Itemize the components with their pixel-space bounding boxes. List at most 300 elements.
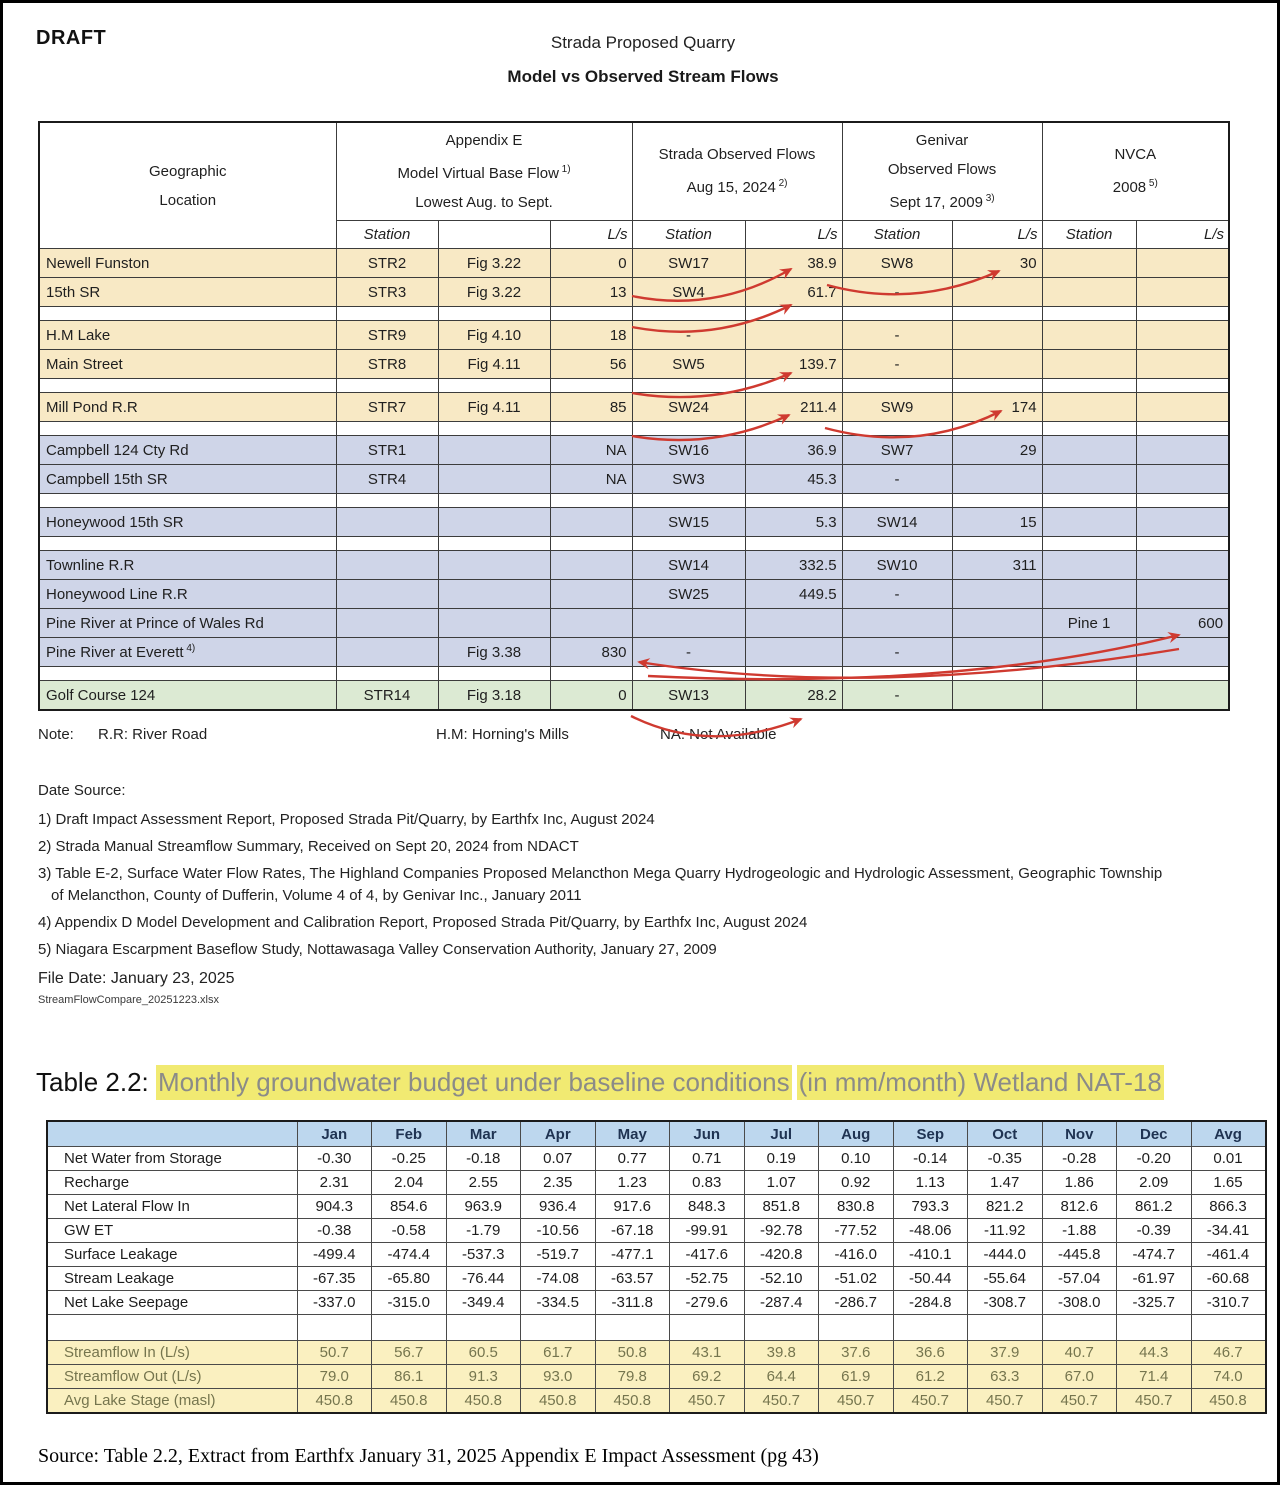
budget-cell: 793.3: [893, 1195, 968, 1219]
month-header-feb: Feb: [372, 1121, 447, 1147]
budget-row-label: Net Lake Seepage: [47, 1291, 297, 1315]
flow-row: [39, 638, 1229, 667]
flow-cell: 45.3: [745, 465, 842, 494]
budget-cell: -52.10: [744, 1267, 819, 1291]
source-line: 5) Niagara Escarpment Baseflow Study, Nottawasaga Valley Conservation Authority, January 27, 2009: [38, 941, 717, 958]
flow-row-location: Main Street: [39, 350, 336, 379]
budget-row: [47, 1171, 1266, 1195]
flow-cell: -: [842, 580, 952, 609]
budget-cell: -474.4: [372, 1243, 447, 1267]
budget-cell: 36.6: [893, 1341, 968, 1365]
budget-cell: -51.02: [819, 1267, 894, 1291]
flow-cell: [1136, 393, 1229, 422]
budget-cell: -55.64: [968, 1267, 1043, 1291]
flow-cell: 56: [550, 350, 632, 379]
flow-cell: 29: [952, 436, 1042, 465]
flow-cell: [1042, 638, 1136, 667]
budget-cell: -0.25: [372, 1147, 447, 1171]
geographic-location-header: Geographic Location: [39, 122, 336, 249]
budget-cell: 93.0: [521, 1365, 596, 1389]
flow-cell: -: [842, 278, 952, 307]
month-header-jul: Jul: [744, 1121, 819, 1147]
budget-cell: -77.52: [819, 1219, 894, 1243]
flow-cell: SW25: [632, 580, 745, 609]
table-2-2-highlight-2: (in mm/month) Wetland NAT-18: [797, 1065, 1164, 1100]
budget-cell: 0.01: [1191, 1147, 1266, 1171]
budget-cell: 854.6: [372, 1195, 447, 1219]
month-header-mar: Mar: [446, 1121, 521, 1147]
budget-cell: -537.3: [446, 1243, 521, 1267]
flow-cell: [952, 638, 1042, 667]
flow-cell: NA: [550, 436, 632, 465]
flow-cell: STR14: [336, 681, 438, 711]
flow-row-location: Campbell 15th SR: [39, 465, 336, 494]
flow-cell: [632, 609, 745, 638]
flow-row: [39, 321, 1229, 350]
flow-cell: SW16: [632, 436, 745, 465]
budget-cell: -325.7: [1117, 1291, 1192, 1315]
budget-cell: -67.18: [595, 1219, 670, 1243]
flow-cell: [1136, 249, 1229, 278]
flow-cell: [1042, 508, 1136, 537]
budget-cell: 812.6: [1042, 1195, 1117, 1219]
flow-cell: [1136, 681, 1229, 711]
subheader-ls-8: L/s: [1136, 220, 1229, 248]
budget-cell: -287.4: [744, 1291, 819, 1315]
budget-cell: -74.08: [521, 1267, 596, 1291]
spacer-row: [39, 494, 1229, 508]
flow-cell: [438, 551, 550, 580]
flow-cell: [1042, 278, 1136, 307]
budget-row-label: Surface Leakage: [47, 1243, 297, 1267]
budget-cell: -286.7: [819, 1291, 894, 1315]
flow-cell: [1136, 436, 1229, 465]
flow-cell: -: [842, 350, 952, 379]
flow-cell: SW15: [632, 508, 745, 537]
budget-cell: 46.7: [1191, 1341, 1266, 1365]
budget-cell: -63.57: [595, 1267, 670, 1291]
budget-cell: 450.7: [1042, 1389, 1117, 1414]
budget-cell: -1.88: [1042, 1219, 1117, 1243]
file-date: File Date: January 23, 2025: [38, 970, 235, 987]
budget-cell: -0.18: [446, 1147, 521, 1171]
budget-cell: 848.3: [670, 1195, 745, 1219]
flow-cell: [550, 609, 632, 638]
flow-cell: [336, 580, 438, 609]
flow-cell: 13: [550, 278, 632, 307]
flow-cell: Pine 1: [1042, 609, 1136, 638]
document-title: Strada Proposed Quarry: [550, 33, 736, 52]
date-source-label: Date Source:: [38, 782, 126, 799]
budget-cell: 450.8: [1191, 1389, 1266, 1414]
flow-row: [39, 436, 1229, 465]
flow-row-location: Pine River at Prince of Wales Rd: [39, 609, 336, 638]
budget-cell: -65.80: [372, 1267, 447, 1291]
budget-cell: 2.04: [372, 1171, 447, 1195]
budget-cell: -337.0: [297, 1291, 372, 1315]
note-item-rr: R.R: River Road: [98, 726, 208, 743]
budget-cell: 450.8: [521, 1389, 596, 1414]
budget-cell: 1.23: [595, 1171, 670, 1195]
budget-row-label: Stream Leakage: [47, 1267, 297, 1291]
budget-cell: 40.7: [1042, 1341, 1117, 1365]
budget-cell: -0.20: [1117, 1147, 1192, 1171]
budget-cell: 61.2: [893, 1365, 968, 1389]
budget-cell: -0.38: [297, 1219, 372, 1243]
flow-cell: 5.3: [745, 508, 842, 537]
flow-cell: SW4: [632, 278, 745, 307]
flow-cell: [1042, 321, 1136, 350]
flow-cell: [745, 321, 842, 350]
budget-cell: 904.3: [297, 1195, 372, 1219]
flow-cell: [1042, 580, 1136, 609]
budget-cell: -0.39: [1117, 1219, 1192, 1243]
month-header-aug: Aug: [819, 1121, 894, 1147]
budget-cell: 61.7: [521, 1341, 596, 1365]
budget-cell: 450.7: [1117, 1389, 1192, 1414]
table-2-2-label: Table 2.2:: [36, 1067, 156, 1097]
budget-cell: 450.8: [595, 1389, 670, 1414]
flow-cell: 311: [952, 551, 1042, 580]
subheader-ls-2: L/s: [550, 220, 632, 248]
flow-cell: [438, 580, 550, 609]
budget-row-label: Streamflow In (L/s): [47, 1341, 297, 1365]
flow-cell: [438, 465, 550, 494]
note-label: Note:: [38, 726, 74, 743]
flow-cell: 85: [550, 393, 632, 422]
flow-cell: [336, 609, 438, 638]
budget-cell: -311.8: [595, 1291, 670, 1315]
budget-row-label: Net Water from Storage: [47, 1147, 297, 1171]
table-2-2-title: [36, 1067, 1276, 1098]
flow-cell: 211.4: [745, 393, 842, 422]
budget-cell: -284.8: [893, 1291, 968, 1315]
flow-cell: [438, 436, 550, 465]
subheader-ls-4: L/s: [745, 220, 842, 248]
budget-cell: 2.09: [1117, 1171, 1192, 1195]
spacer-row: [39, 307, 1229, 321]
flow-row-location: Newell Funston: [39, 249, 336, 278]
flow-row-location: Campbell 124 Cty Rd: [39, 436, 336, 465]
flow-cell: [1136, 321, 1229, 350]
note-item-hm: H.M: Horning's Mills: [436, 726, 569, 743]
budget-row: [47, 1147, 1266, 1171]
budget-cell: 450.7: [670, 1389, 745, 1414]
budget-cell: 43.1: [670, 1341, 745, 1365]
flow-cell: 0: [550, 681, 632, 711]
flow-group-header-3: NVCA 2008 $^{5)}$: [1042, 122, 1229, 220]
flow-cell: STR4: [336, 465, 438, 494]
flow-cell: -: [632, 638, 745, 667]
flow-cell: [842, 609, 952, 638]
source-line: 4) Appendix D Model Development and Calibration Report, Proposed Strada Pit/Quarry, by Earthfx Inc, August 2024: [38, 914, 808, 931]
budget-cell: 2.55: [446, 1171, 521, 1195]
budget-cell: 37.9: [968, 1341, 1043, 1365]
budget-row: [47, 1243, 1266, 1267]
budget-cell: 821.2: [968, 1195, 1043, 1219]
flow-cell: SW9: [842, 393, 952, 422]
budget-cell: 450.7: [744, 1389, 819, 1414]
month-header-avg: Avg: [1191, 1121, 1266, 1147]
budget-cell: -310.7: [1191, 1291, 1266, 1315]
flow-cell: [336, 638, 438, 667]
month-header-jan: Jan: [297, 1121, 372, 1147]
budget-cell: -410.1: [893, 1243, 968, 1267]
flow-cell: -: [842, 465, 952, 494]
flow-row: [39, 508, 1229, 537]
flow-cell: [1042, 436, 1136, 465]
month-header-sep: Sep: [893, 1121, 968, 1147]
flow-row-location: Townline R.R: [39, 551, 336, 580]
source-line: 1) Draft Impact Assessment Report, Proposed Strada Pit/Quarry, by Earthfx Inc, August 2024: [38, 811, 655, 828]
budget-cell: 1.13: [893, 1171, 968, 1195]
budget-row: [47, 1341, 1266, 1365]
budget-cell: -50.44: [893, 1267, 968, 1291]
budget-cell: 0.77: [595, 1147, 670, 1171]
flow-cell: STR9: [336, 321, 438, 350]
budget-cell: 39.8: [744, 1341, 819, 1365]
groundwater-budget-table: [46, 1120, 1267, 1414]
budget-row-label: GW ET: [47, 1219, 297, 1243]
month-header-oct: Oct: [968, 1121, 1043, 1147]
budget-cell: 0.71: [670, 1147, 745, 1171]
flow-cell: SW8: [842, 249, 952, 278]
flow-cell: 15: [952, 508, 1042, 537]
flow-cell: [1042, 393, 1136, 422]
budget-cell: 861.2: [1117, 1195, 1192, 1219]
budget-cell: 866.3: [1191, 1195, 1266, 1219]
source-line: of Melancthon, County of Dufferin, Volume 4 of 4, by Genivar Inc., January 2011: [51, 887, 582, 904]
source-citation: Source: Table 2.2, Extract from Earthfx January 31, 2025 Appendix E Impact Assessment (pg 43): [38, 1445, 819, 1467]
budget-cell: -308.7: [968, 1291, 1043, 1315]
flow-cell: [1042, 350, 1136, 379]
flow-cell: NA: [550, 465, 632, 494]
budget-cell: -0.14: [893, 1147, 968, 1171]
subheader-station-0: Station: [336, 220, 438, 248]
flow-cell: SW5: [632, 350, 745, 379]
flow-row: [39, 465, 1229, 494]
flow-cell: [745, 609, 842, 638]
spacer-row: [39, 379, 1229, 393]
budget-cell: -92.78: [744, 1219, 819, 1243]
budget-cell: 69.2: [670, 1365, 745, 1389]
budget-cell: 450.7: [968, 1389, 1043, 1414]
flow-cell: [1136, 580, 1229, 609]
budget-cell: 1.65: [1191, 1171, 1266, 1195]
month-header-may: May: [595, 1121, 670, 1147]
budget-cell: 0.83: [670, 1171, 745, 1195]
budget-cell: -444.0: [968, 1243, 1043, 1267]
subheader-station-5: Station: [842, 220, 952, 248]
month-header-dec: Dec: [1117, 1121, 1192, 1147]
flow-row-location: 15th SR: [39, 278, 336, 307]
budget-cell: 2.35: [521, 1171, 596, 1195]
table-2-2-highlight-1: Monthly groundwater budget under baseline conditions: [156, 1065, 792, 1100]
budget-cell: 61.9: [819, 1365, 894, 1389]
budget-cell: -48.06: [893, 1219, 968, 1243]
note-item-na: NA: Not Available: [660, 726, 777, 743]
flow-cell: [1136, 551, 1229, 580]
flow-cell: [1136, 508, 1229, 537]
budget-cell: 37.6: [819, 1341, 894, 1365]
flow-cell: 28.2: [745, 681, 842, 711]
budget-cell: -519.7: [521, 1243, 596, 1267]
flow-row: [39, 278, 1229, 307]
flow-cell: SW14: [632, 551, 745, 580]
flow-cell: 30: [952, 249, 1042, 278]
budget-cell: 0.19: [744, 1147, 819, 1171]
flow-row: [39, 551, 1229, 580]
budget-cell: -445.8: [1042, 1243, 1117, 1267]
flow-cell: Fig 3.38: [438, 638, 550, 667]
budget-cell: 79.0: [297, 1365, 372, 1389]
flow-cell: [1136, 278, 1229, 307]
spacer-row: [39, 667, 1229, 681]
flow-cell: 139.7: [745, 350, 842, 379]
budget-cell: 86.1: [372, 1365, 447, 1389]
flow-cell: [745, 638, 842, 667]
spacer-row: [39, 537, 1229, 551]
budget-cell: -52.75: [670, 1267, 745, 1291]
flow-cell: Fig 4.11: [438, 350, 550, 379]
flow-cell: [550, 551, 632, 580]
budget-cell: 851.8: [744, 1195, 819, 1219]
budget-cell: -416.0: [819, 1243, 894, 1267]
spacer-row: [39, 422, 1229, 436]
flow-cell: -: [632, 321, 745, 350]
flow-cell: STR2: [336, 249, 438, 278]
flow-cell: -: [842, 681, 952, 711]
flow-cell: [1136, 638, 1229, 667]
date-source-list: [38, 782, 1248, 968]
budget-cell: -477.1: [595, 1243, 670, 1267]
budget-cell: 450.8: [446, 1389, 521, 1414]
flow-row-location: Mill Pond R.R: [39, 393, 336, 422]
budget-cell: 63.3: [968, 1365, 1043, 1389]
flow-cell: Fig 3.22: [438, 249, 550, 278]
flow-cell: [952, 465, 1042, 494]
flow-row-location: Honeywood Line R.R: [39, 580, 336, 609]
budget-row: [47, 1219, 1266, 1243]
flow-cell: SW14: [842, 508, 952, 537]
budget-cell: 450.7: [819, 1389, 894, 1414]
budget-cell: 963.9: [446, 1195, 521, 1219]
budget-cell: -474.7: [1117, 1243, 1192, 1267]
flow-cell: [336, 508, 438, 537]
budget-cell: 0.10: [819, 1147, 894, 1171]
budget-cell: -461.4: [1191, 1243, 1266, 1267]
budget-cell: 44.3: [1117, 1341, 1192, 1365]
flow-row: [39, 580, 1229, 609]
file-name: StreamFlowCompare_20251223.xlsx: [38, 994, 219, 1006]
flow-cell: -: [842, 321, 952, 350]
budget-cell: -349.4: [446, 1291, 521, 1315]
subheader-station-3: Station: [632, 220, 745, 248]
flow-cell: STR3: [336, 278, 438, 307]
draft-watermark: DRAFT: [36, 27, 107, 49]
flow-cell: 332.5: [745, 551, 842, 580]
flow-cell: Fig 3.22: [438, 278, 550, 307]
flow-cell: SW17: [632, 249, 745, 278]
budget-cell: -0.30: [297, 1147, 372, 1171]
subheader-station-7: Station: [1042, 220, 1136, 248]
budget-cell: 450.7: [893, 1389, 968, 1414]
budget-cell: -11.92: [968, 1219, 1043, 1243]
flow-cell: SW10: [842, 551, 952, 580]
budget-cell: 60.5: [446, 1341, 521, 1365]
flow-group-header-1: Strada Observed Flows Aug 15, 2024 $^{2)}$: [632, 122, 842, 220]
flow-cell: SW7: [842, 436, 952, 465]
budget-cell: 936.4: [521, 1195, 596, 1219]
flow-cell: 600: [1136, 609, 1229, 638]
budget-cell: -499.4: [297, 1243, 372, 1267]
budget-cell: -76.44: [446, 1267, 521, 1291]
budget-row-label: Net Lateral Flow In: [47, 1195, 297, 1219]
budget-cell: -279.6: [670, 1291, 745, 1315]
budget-cell: 50.7: [297, 1341, 372, 1365]
budget-cell: 67.0: [1042, 1365, 1117, 1389]
flow-cell: 61.7: [745, 278, 842, 307]
budget-cell: 71.4: [1117, 1365, 1192, 1389]
budget-cell: 0.92: [819, 1171, 894, 1195]
subheader-blank: [438, 220, 550, 248]
flow-cell: [952, 321, 1042, 350]
flow-cell: [1042, 249, 1136, 278]
month-header-apr: Apr: [521, 1121, 596, 1147]
budget-row: [47, 1267, 1266, 1291]
flow-cell: SW3: [632, 465, 745, 494]
flow-cell: SW24: [632, 393, 745, 422]
flow-cell: Fig 3.18: [438, 681, 550, 711]
budget-cell: -34.41: [1191, 1219, 1266, 1243]
budget-cell: -99.91: [670, 1219, 745, 1243]
budget-cell: 1.07: [744, 1171, 819, 1195]
flow-cell: [952, 278, 1042, 307]
flow-row-location: H.M Lake: [39, 321, 336, 350]
month-header-jun: Jun: [670, 1121, 745, 1147]
budget-cell: -0.58: [372, 1219, 447, 1243]
budget-cell: -1.79: [446, 1219, 521, 1243]
budget-cell: -334.5: [521, 1291, 596, 1315]
document-subtitle: Model vs Observed Stream Flows: [507, 67, 779, 86]
flow-cell: [1136, 465, 1229, 494]
budget-cell: -57.04: [1042, 1267, 1117, 1291]
budget-cell: 1.86: [1042, 1171, 1117, 1195]
budget-cell: 50.8: [595, 1341, 670, 1365]
flow-cell: 36.9: [745, 436, 842, 465]
flow-cell: [952, 580, 1042, 609]
flow-row: [39, 681, 1229, 711]
flow-cell: [952, 609, 1042, 638]
flow-cell: [1042, 551, 1136, 580]
source-line: 2) Strada Manual Streamflow Summary, Received on Sept 20, 2024 from NDACT: [38, 838, 579, 855]
flow-cell: 449.5: [745, 580, 842, 609]
flow-cell: STR8: [336, 350, 438, 379]
budget-cell: 79.8: [595, 1365, 670, 1389]
budget-cell: -67.35: [297, 1267, 372, 1291]
budget-cell: 91.3: [446, 1365, 521, 1389]
flow-cell: [438, 508, 550, 537]
flow-cell: 0: [550, 249, 632, 278]
budget-cell: 830.8: [819, 1195, 894, 1219]
flow-row: [39, 350, 1229, 379]
flow-cell: 18: [550, 321, 632, 350]
budget-cell: 917.6: [595, 1195, 670, 1219]
budget-cell: -315.0: [372, 1291, 447, 1315]
flow-row: [39, 249, 1229, 278]
budget-cell: -0.35: [968, 1147, 1043, 1171]
budget-cell: 64.4: [744, 1365, 819, 1389]
